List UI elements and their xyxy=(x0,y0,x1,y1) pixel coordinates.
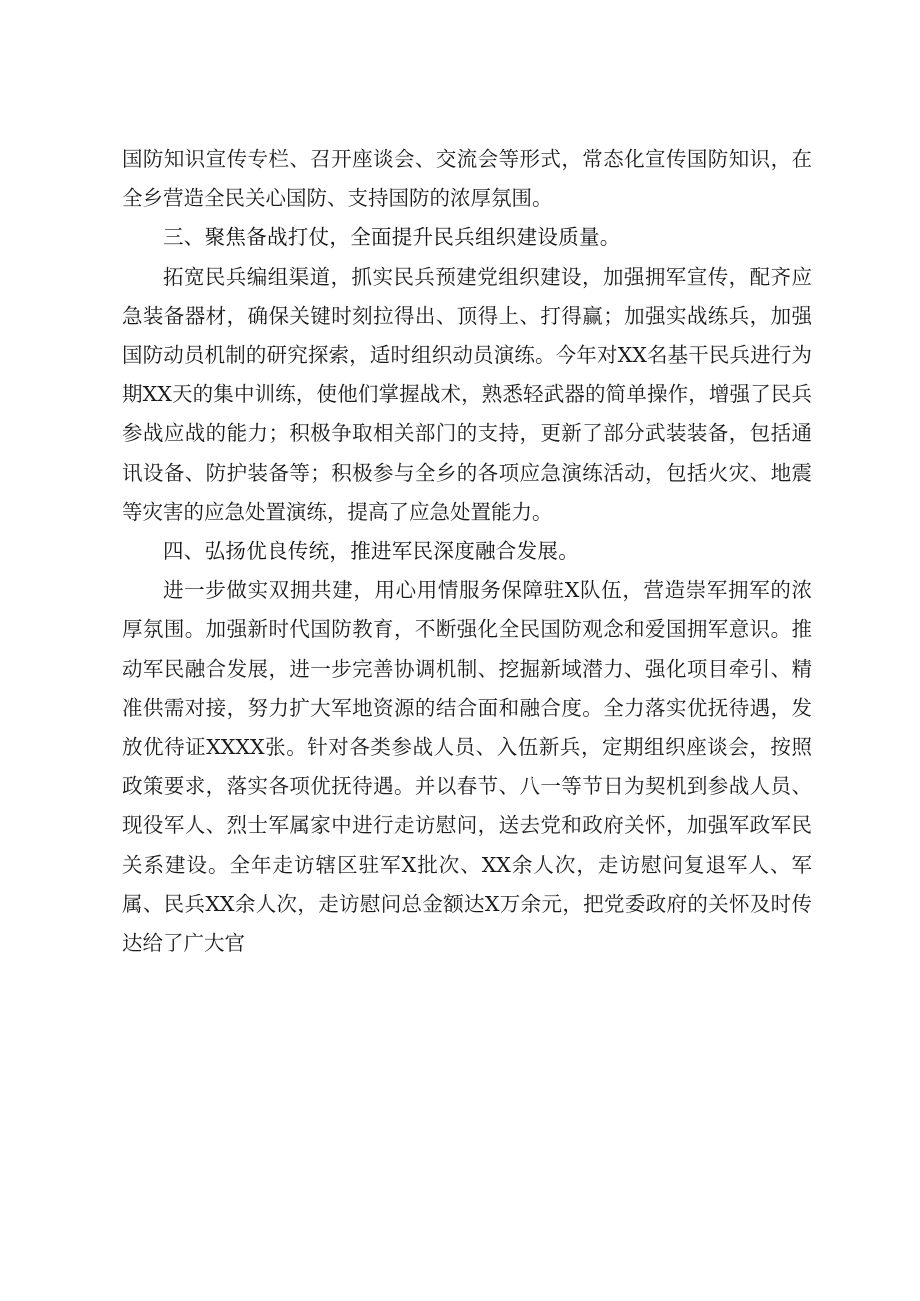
document-body xyxy=(122,140,812,963)
paragraph-continuation: 国防知识宣传专栏、召开座谈会、交流会等形式，常态化宣传国防知识，在全乡营造全民关心国防、支持国防的浓厚氛围。 xyxy=(122,147,812,211)
section-heading-three: 三、聚焦备战打仗，全面提升民兵组织建设质量。 xyxy=(163,225,621,250)
paragraph-militia: 拓宽民兵编组渠道，抓实民兵预建党组织建设，加强拥军宣传，配齐应急装备器材，确保关键时刻拉得出、顶得上、打得赢；加强实战练兵，加强国防动员机制的研究探索，适时组织动员演练。今年对XX名基干民兵进行为期XX天的集中训练，使他们掌握战术，熟悉轻武器的简单操作，增强了民兵参战应战的能力；积极争取相关部门的支持，更新了部分武装装备，包括通讯设备、防护装备等；积极参与全乡的各项应急演练活动，包括火灾、地震等灾害的应急处置演练，提高了应急处置能力。 xyxy=(122,264,812,524)
paragraph-civil-military: 进一步做实双拥共建，用心用情服务保障驻X队伍，营造崇军拥军的浓厚氛围。加强新时代国防教育，不断强化全民国防观念和爱国拥军意识。推动军民融合发展，进一步完善协调机制、挖掘新域潜力、强化项目牵引、精准供需对接，努力扩大军地资源的结合面和融合度。全力落实优抚待遇，发放优待证XXXX张。针对各类参战人员、入伍新兵，定期组织座谈会，按照政策要求，落实各项优抚待遇。并以春节、八一等节日为契机到参战人员、现役军人、烈士军属家中进行走访慰问，送去党和政府关怀，加强军政军民关系建设。全年走访辖区驻军X批次、XX余人次，走访慰问复退军人、军属、民兵XX余人次，走访慰问总金额达X万余元，把党委政府的关怀及时传达给了广大官 xyxy=(122,578,812,956)
section-heading-four: 四、弘扬优良传统，推进军民深度融合发展。 xyxy=(163,539,579,564)
